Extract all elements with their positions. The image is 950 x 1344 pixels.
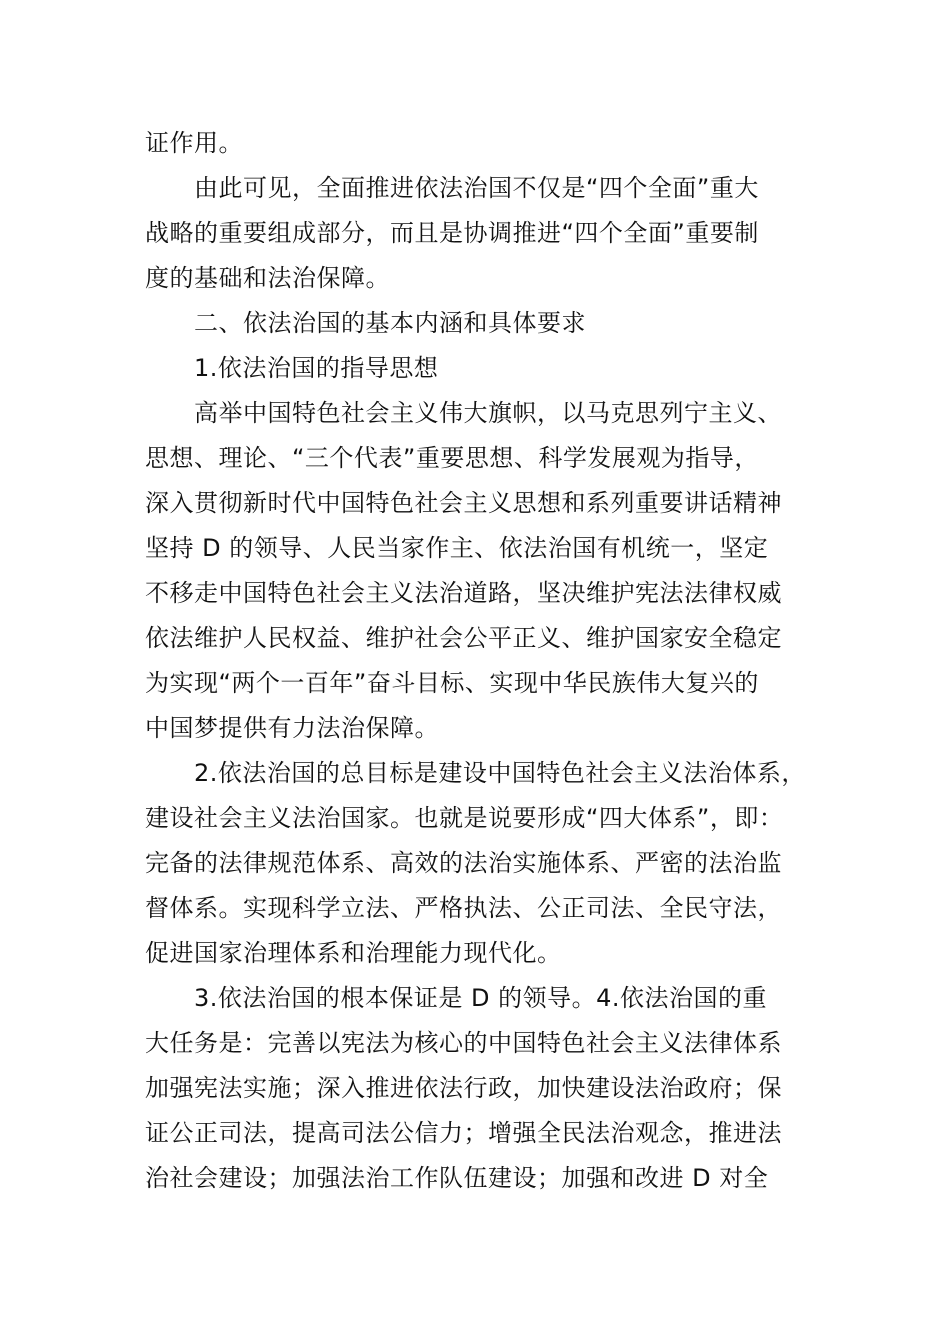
text-line: 思想、理论、“三个代表”重要思想、科学发展观为指导， bbox=[145, 444, 759, 472]
text-line: 高举中国特色社会主义伟大旗帜，以马克思列宁主义、 bbox=[194, 399, 782, 427]
text-line: 治社会建设；加强法治工作队伍建设；加强和改进 D 对全 bbox=[145, 1164, 769, 1192]
text-line: 促进国家治理体系和治理能力现代化。 bbox=[145, 939, 562, 967]
text-line: 中国梦提供有力法治保障。 bbox=[145, 714, 439, 742]
text-line: 坚持 D 的领导、人民当家作主、依法治国有机统一，坚定 bbox=[145, 534, 769, 562]
text-line: 2.依法治国的总目标是建设中国特色社会主义法治体系， bbox=[194, 759, 806, 787]
text-line: 证作用。 bbox=[145, 129, 243, 157]
text-line: 深入贯彻新时代中国特色社会主义思想和系列重要讲话精神 bbox=[145, 489, 782, 517]
text-line: 证公正司法，提高司法公信力；增强全民法治观念，推进法 bbox=[145, 1119, 782, 1147]
subsection-heading: 1.依法治国的指导思想 bbox=[194, 354, 439, 382]
text-line: 加强宪法实施；深入推进依法行政，加快建设法治政府；保 bbox=[145, 1074, 782, 1102]
text-line: 不移走中国特色社会主义法治道路，坚决维护宪法法律权威 bbox=[145, 579, 782, 607]
text-line: 3.依法治国的根本保证是 D 的领导。4.依法治国的重 bbox=[194, 984, 768, 1012]
text-line: 督体系。实现科学立法、严格执法、公正司法、全民守法， bbox=[145, 894, 782, 922]
text-line: 由此可见，全面推进依法治国不仅是“四个全面”重大 bbox=[194, 174, 759, 202]
text-line: 度的基础和法治保障。 bbox=[145, 264, 390, 292]
text-line: 为实现“两个一百年”奋斗目标、实现中华民族伟大复兴的 bbox=[145, 669, 759, 697]
text-line: 战略的重要组成部分，而且是协调推进“四个全面”重要制 bbox=[145, 219, 759, 247]
section-heading: 二、依法治国的基本内涵和具体要求 bbox=[194, 309, 586, 337]
text-line: 大任务是：完善以宪法为核心的中国特色社会主义法律体系 bbox=[145, 1029, 782, 1057]
text-line: 建设社会主义法治国家。也就是说要形成“四大体系”，即： bbox=[145, 804, 784, 832]
text-line: 完备的法律规范体系、高效的法治实施体系、严密的法治监 bbox=[145, 849, 782, 877]
text-line: 依法维护人民权益、维护社会公平正义、维护国家安全稳定 bbox=[145, 624, 782, 652]
